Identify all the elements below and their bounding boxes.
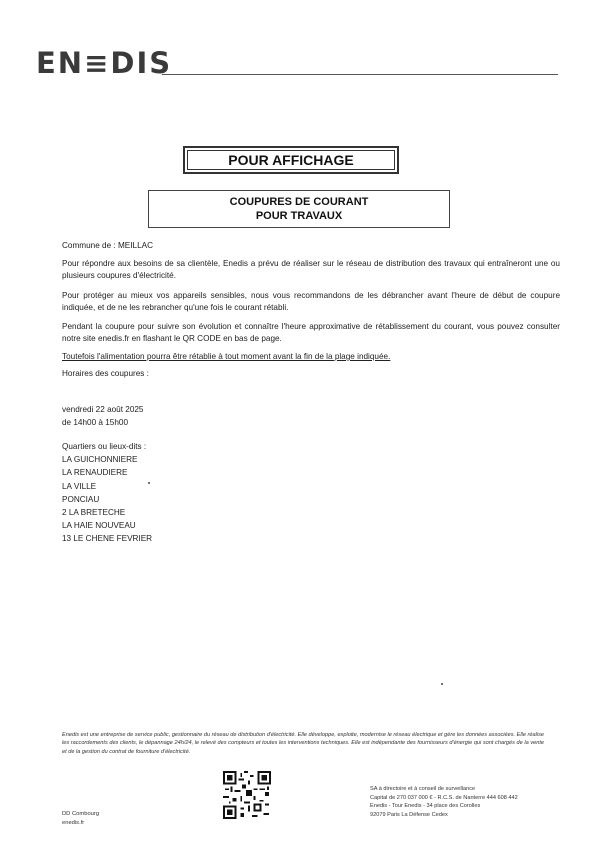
schedule: [62, 403, 144, 429]
title-label: POUR AFFICHAGE: [187, 150, 395, 170]
subtitle-line-2: POUR TRAVAUX: [255, 210, 343, 222]
enedis-logo: EN≡DIS: [36, 46, 173, 80]
paragraph-1: Pour répondre aux besoins de sa clientèle, Enedis a prévu de réaliser sur le réseau de distribution des travaux qui entraîneront une ou plusieurs coupures d'électricité.: [62, 259, 560, 280]
hours-label: Horaires des coupures :: [62, 369, 149, 378]
warning-text: Toutefois l'alimentation pourra être rétablie à tout moment avant la fin de la plage indiquée.: [62, 352, 391, 361]
schedule-time: de 14h00 à 15h00: [62, 418, 129, 428]
schedule-date: vendredi 22 août 2025: [62, 405, 144, 414]
place-item: 2 LA BRETECHE: [62, 508, 126, 518]
footer-unit: DD Combourg: [62, 811, 100, 817]
place-item: PONCIAU: [62, 494, 100, 504]
subtitle-box: [148, 190, 450, 228]
place-item: 13 LE CHENE FEVRIER: [62, 534, 153, 544]
scan-speck: [441, 683, 443, 685]
place-item: LA VILLE: [62, 481, 97, 491]
places-list: [62, 440, 152, 546]
company-line: 92079 Paris La Défense Cedex: [370, 811, 448, 818]
scan-speck: [148, 482, 150, 484]
place-item: LA HAIE NOUVEAU: [62, 521, 136, 531]
company-line: Capital de 270 037 000 € - R.C.S. de Nanterre 444 608 442: [370, 794, 518, 801]
place-item: LA RENAUDIERE: [62, 468, 128, 478]
legal-notice: Enedis est une entreprise de service public, gestionnaire du réseau de distribution d'électricité. Elle développe, exploite, modernise le réseau électrique et gère les données associées. Elle réalise les raccordements des clients, le dépannage 24h/24, le relevé des compteurs et toutes les interventions techniques. Elle est indépendante des fournisseurs d'énergie qui sont chargés de la vente et de la gestion du contrat de fourniture d'électricité.: [62, 732, 544, 755]
qr-code[interactable]: [223, 771, 271, 819]
footer-left: [62, 810, 99, 827]
places-label: Quartiers ou lieux-dits :: [62, 442, 147, 451]
header-divider: [162, 74, 558, 75]
subtitle-line-1: COUPURES DE COURANT: [229, 196, 369, 208]
company-line: SA à directoire et à conseil de surveillance: [370, 786, 476, 792]
company-line: Enedis - Tour Enedis - 34 place des Corolles: [370, 803, 481, 810]
place-item: LA GUICHONNIERE: [62, 455, 138, 465]
title-box: [183, 146, 399, 174]
commune-value: MEILLAC: [117, 241, 154, 250]
footer-site: enedis.fr: [62, 819, 85, 826]
commune-line: [62, 240, 560, 252]
paragraph-2: Pour protéger au mieux vos appareils sensibles, nous vous recommandons de les débrancher avant l'heure de début de coupure indiquée, et de ne les rebrancher qu'une fois le courant rétabli.: [62, 291, 560, 312]
company-info: [370, 785, 518, 819]
commune-label: Commune de :: [62, 241, 116, 250]
paragraph-3: Pendant la coupure pour suivre son évolution et connaître l'heure approximative de rétablissement du courant, vous pouvez consulter notre site enedis.fr en flashant le QR CODE en bas de page.: [62, 322, 560, 343]
